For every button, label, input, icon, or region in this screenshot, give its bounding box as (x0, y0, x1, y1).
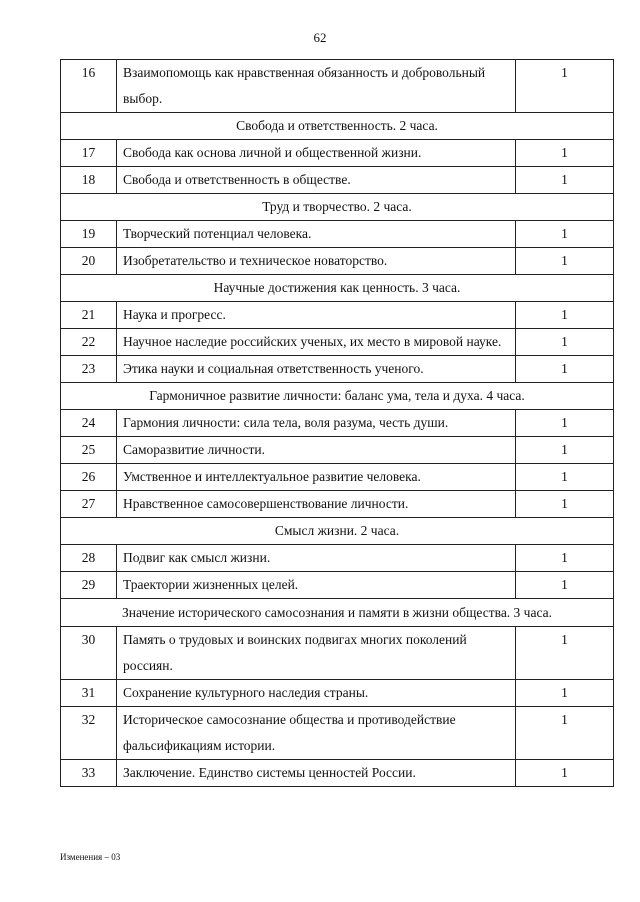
lesson-hours: 1 (516, 140, 614, 167)
lesson-topic: Траектории жизненных целей. (117, 572, 516, 599)
lesson-number: 30 (61, 627, 117, 680)
lesson-topic: Взаимопомощь как нравственная обязанность и добровольный выбор. (117, 60, 516, 113)
lesson-number: 31 (61, 680, 117, 707)
lesson-number: 28 (61, 545, 117, 572)
lesson-number: 24 (61, 410, 117, 437)
lesson-number: 18 (61, 167, 117, 194)
section-header-row (61, 194, 614, 221)
table-row (61, 545, 614, 572)
lesson-hours: 1 (516, 707, 614, 760)
lesson-topic: Свобода как основа личной и общественной жизни. (117, 140, 516, 167)
lesson-topic: Память о трудовых и воинских подвигах многих поколений россиян. (117, 627, 516, 680)
curriculum-table (60, 59, 614, 787)
lesson-topic: Свобода и ответственность в обществе. (117, 167, 516, 194)
table-row (61, 140, 614, 167)
lesson-number: 27 (61, 491, 117, 518)
lesson-number: 26 (61, 464, 117, 491)
lesson-hours: 1 (516, 627, 614, 680)
section-header-row (61, 383, 614, 410)
lesson-number: 23 (61, 356, 117, 383)
section-title: Значение исторического самосознания и памяти в жизни общества. 3 часа. (61, 599, 614, 627)
section-header-row (61, 113, 614, 140)
table-row (61, 329, 614, 356)
lesson-number: 16 (61, 60, 117, 113)
section-title: Смысл жизни. 2 часа. (61, 518, 614, 545)
lesson-hours: 1 (516, 356, 614, 383)
lesson-hours: 1 (516, 167, 614, 194)
page-number: 62 (313, 30, 327, 45)
lesson-number: 21 (61, 302, 117, 329)
table-row (61, 680, 614, 707)
table-row (61, 356, 614, 383)
table-row (61, 221, 614, 248)
lesson-hours: 1 (516, 410, 614, 437)
lesson-topic: Нравственное самосовершенствование личности. (117, 491, 516, 518)
lesson-topic: Гармония личности: сила тела, воля разума, честь души. (117, 410, 516, 437)
table-row (61, 302, 614, 329)
lesson-topic: Творческий потенциал человека. (117, 221, 516, 248)
table-row (61, 572, 614, 599)
lesson-hours: 1 (516, 60, 614, 113)
lesson-topic: Умственное и интеллектуальное развитие человека. (117, 464, 516, 491)
lesson-hours: 1 (516, 329, 614, 356)
lesson-number: 17 (61, 140, 117, 167)
table-row (61, 248, 614, 275)
table-row (61, 760, 614, 787)
table-row (61, 167, 614, 194)
lesson-topic: Наука и прогресс. (117, 302, 516, 329)
lesson-topic: Подвиг как смысл жизни. (117, 545, 516, 572)
table-row (61, 60, 614, 113)
lesson-hours: 1 (516, 437, 614, 464)
lesson-hours: 1 (516, 760, 614, 787)
lesson-number: 25 (61, 437, 117, 464)
section-title: Научные достижения как ценность. 3 часа. (61, 275, 614, 302)
lesson-hours: 1 (516, 572, 614, 599)
lesson-topic: Сохранение культурного наследия страны. (117, 680, 516, 707)
curriculum-table-body (61, 60, 614, 787)
lesson-topic: Саморазвитие личности. (117, 437, 516, 464)
section-header-row (61, 275, 614, 302)
section-title: Свобода и ответственность. 2 часа. (61, 113, 614, 140)
lesson-hours: 1 (516, 680, 614, 707)
lesson-hours: 1 (516, 491, 614, 518)
table-row (61, 627, 614, 680)
lesson-number: 33 (61, 760, 117, 787)
lesson-hours: 1 (516, 464, 614, 491)
footer-revision: Изменения – 03 (60, 852, 121, 862)
table-row (61, 410, 614, 437)
lesson-topic: Изобретательство и техническое новаторство. (117, 248, 516, 275)
section-header-row (61, 518, 614, 545)
lesson-number: 20 (61, 248, 117, 275)
lesson-number: 32 (61, 707, 117, 760)
section-title: Труд и творчество. 2 часа. (61, 194, 614, 221)
lesson-topic: Научное наследие российских ученых, их место в мировой науке. (117, 329, 516, 356)
table-row (61, 464, 614, 491)
section-title: Гармоничное развитие личности: баланс ума, тела и духа. 4 часа. (61, 383, 614, 410)
lesson-number: 19 (61, 221, 117, 248)
lesson-topic: Заключение. Единство системы ценностей России. (117, 760, 516, 787)
lesson-hours: 1 (516, 545, 614, 572)
section-header-row (61, 599, 614, 627)
table-row (61, 491, 614, 518)
lesson-hours: 1 (516, 221, 614, 248)
table-row (61, 437, 614, 464)
lesson-hours: 1 (516, 248, 614, 275)
lesson-number: 29 (61, 572, 117, 599)
lesson-topic: Этика науки и социальная ответственность ученого. (117, 356, 516, 383)
lesson-number: 22 (61, 329, 117, 356)
table-row (61, 707, 614, 760)
lesson-hours: 1 (516, 302, 614, 329)
lesson-topic: Историческое самосознание общества и противодействие фальсификациям истории. (117, 707, 516, 760)
